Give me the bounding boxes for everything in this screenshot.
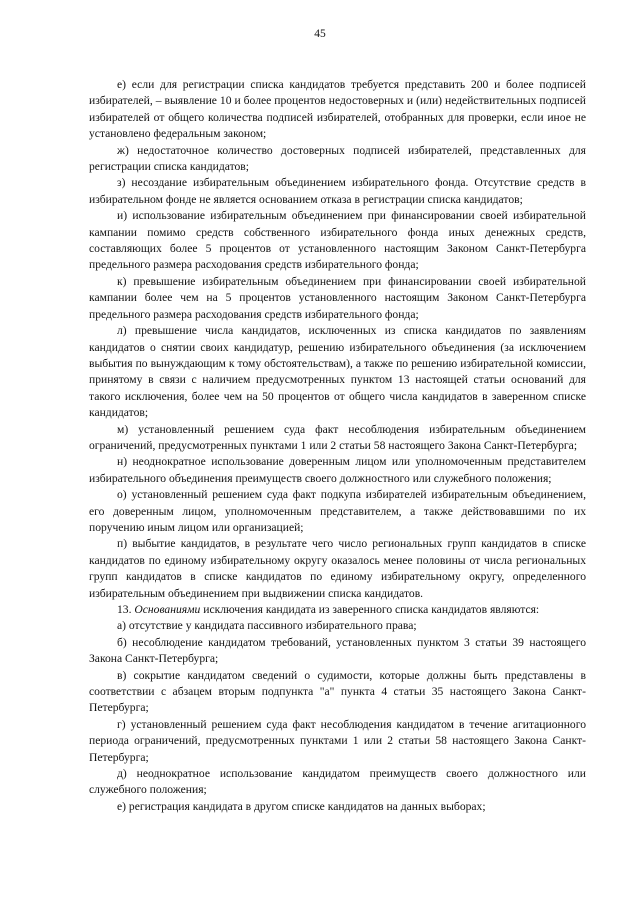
document-body: [89, 77, 586, 815]
paragraph-z: з) несоздание избирательным объединением избирательного фонда. Отсутствие средств в избирательном фонде не является основанием отказа в регистрации списка кандидатов;: [89, 176, 586, 206]
paragraph-13: [89, 602, 586, 618]
paragraph-zh: ж) недостаточное количество достоверных подписей избирателей, представленных для регистрации списка кандидатов;: [89, 143, 586, 174]
page-number: 45: [314, 28, 326, 40]
paragraph-13-a: а) отсутствие у кандидата пассивного избирательного права;: [117, 619, 417, 633]
paragraph-13-b: б) несоблюдение кандидатом требований, установленных пунктом 3 статьи 39 настоящего Закона Санкт-Петербурга;: [89, 635, 586, 666]
paragraph-13-d: д) неоднократное использование кандидатом преимуществ своего должностного или служебного положения;: [89, 767, 586, 797]
paragraph-m: м) установленный решением суда факт несоблюдения избирательным объединением ограничений, предусмотренных пунктами 1 или 2 статьи 58 настоящего Закона Санкт-Петербурга;: [89, 422, 586, 452]
paragraph-13-emphasis: Основаниями: [134, 603, 201, 616]
paragraph-l: л) превышение числа кандидатов, исключенных из списка кандидатов по заявлениям кандидатов о снятии своих кандидатур, решению избирательного объединения (за исключением выбытия по вынуждающим к тому обстоятельствам), а также по решению избирательной комиссии, принятому в связи с наличием предусмотренных пунктом 13 настоящей статьи оснований для такого исключения, более чем на 50 процентов от общего числа кандидатов в заверенном списке кандидатов;: [89, 324, 586, 420]
paragraph-i: и) использование избирательным объединением при финансировании своей избирательной кампании помимо средств собственного избирательного фонда иных денежных средств, составляющих более 5 процентов от установленного настоящим Законом Санкт-Петербурга предельного размера расходования средств избирательного фонда;: [89, 209, 586, 272]
paragraph-13-prefix: 13.: [117, 603, 135, 616]
paragraph-p: п) выбытие кандидатов, в результате чего число региональных групп кандидатов в списке кандидатов по единому избирательному округу оказалось менее половины от числа региональных групп кандидатов в списке кандидатов по единому избирательному округу, определенного избирательным объединением при выдвижении списка кандидатов.: [89, 537, 586, 600]
paragraph-13-g: г) установленный решением суда факт несоблюдения кандидатом в течение агитационного периода ограничений, предусмотренных пунктами 1 или 2 статьи 58 настоящего Закона Санкт-Петербурга;: [89, 717, 586, 764]
paragraph-o: о) установленный решением суда факт подкупа избирателей избирательным объединением, его доверенным лицом, уполномоченным представителем, а также действовавшими по их поручению иным лицом или организацией;: [89, 488, 586, 534]
paragraph-13-v: в) сокрытие кандидатом сведений о судимости, которые должны быть представлены в соответствии с абзацем вторым подпункта "а" пункта 4 статьи 35 настоящего Закона Санкт-Петербурга;: [89, 668, 586, 715]
paragraph-13-rest: исключения кандидата из заверенного списка кандидатов являются:: [200, 603, 540, 616]
paragraph-n: н) неоднократное использование доверенным лицом или уполномоченным представителем избирательного объединения преимуществ своего должностного или служебного положения;: [89, 455, 586, 485]
paragraph-k: к) превышение избирательным объединением при финансировании своей избирательной кампании более чем на 5 процентов установленного настоящим Законом Санкт-Петербурга предельного размера расходования средств избирательного фонда;: [89, 274, 586, 321]
paragraph-e: е) если для регистрации списка кандидатов требуется представить 200 и более подписей избирателей, – выявление 10 и более процентов недостоверных и (или) недействительных подписей избирателей от общего количества подписей избирателей, отобранных для проверки, если иное не установлено федеральным законом;: [89, 78, 586, 141]
paragraph-13-e: е) регистрация кандидата в другом списке кандидатов на данных выборах;: [117, 799, 486, 813]
